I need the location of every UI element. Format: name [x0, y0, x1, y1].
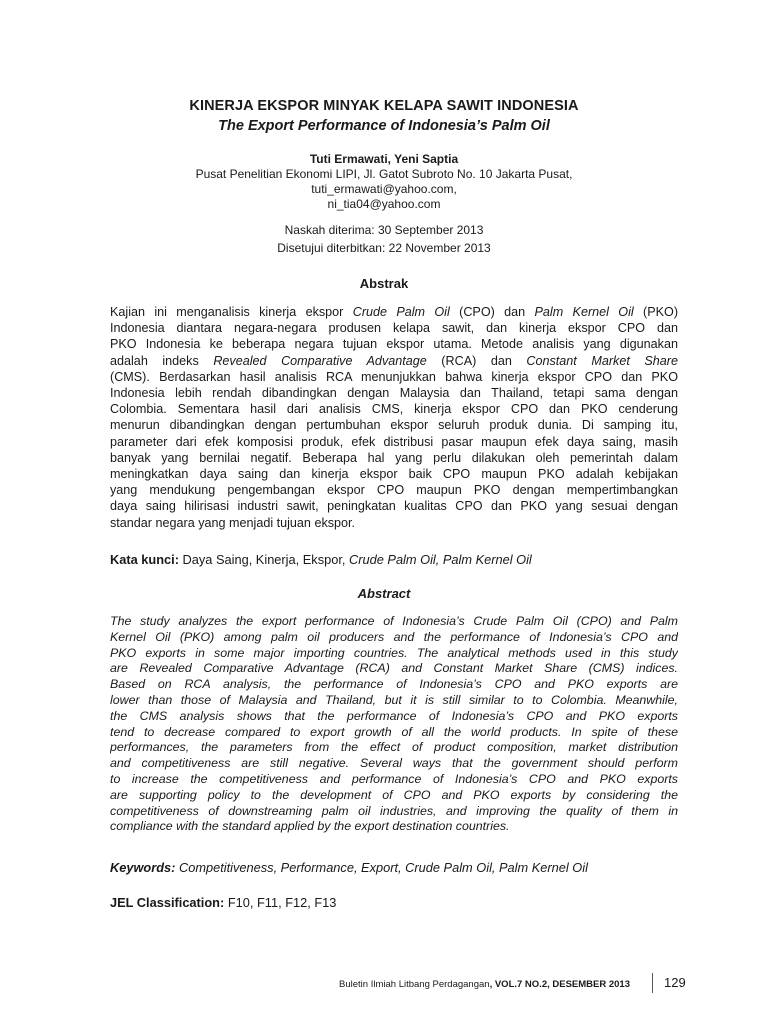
- footer-journal: Buletin Ilmiah Litbang Perdagangan: [339, 979, 490, 990]
- jel-label: JEL Classification:: [110, 895, 225, 910]
- abstrak-line: [110, 304, 678, 320]
- authors: Tuti Ermawati, Yeni Saptia: [309, 152, 459, 166]
- received-date: Naskah diterima: 30 September 2013: [284, 223, 484, 237]
- abstract-line: competitiveness of downstreaming palm oil industries, and improving the quality of them in: [110, 803, 678, 818]
- abstract-line: tend to decrease compared to export growth of all the world products. In spite of these: [110, 724, 678, 739]
- abstrak-italic-term: Crude Palm Oil: [352, 305, 450, 319]
- paper-title: KINERJA EKSPOR MINYAK KELAPA SAWIT INDONESIA: [189, 98, 579, 114]
- abstrak-line: [110, 434, 678, 450]
- abstract-body: [110, 614, 678, 835]
- abstrak-text: Indonesia lebih rendah dibandingkan dengan Malaysia dan Thailand, tetapi sama dengan: [110, 386, 678, 401]
- abstrak-text: (RCA) dan: [426, 353, 527, 368]
- abstract-line: are Revealed Comparative Advantage (RCA) and Constant Market Share (CMS) indices.: [110, 661, 678, 676]
- abstrak-line: [110, 336, 678, 352]
- abstrak-heading: Abstrak: [359, 276, 409, 291]
- abstract-heading: Abstract: [357, 586, 411, 601]
- keywords-value: Competitiveness, Performance, Export, Crude Palm Oil, Palm Kernel Oil: [175, 860, 588, 875]
- abstrak-text: daya saing hilirisasi industri sawit, peningkatan kualitas CPO dan PKO yang sesuai dengan: [110, 499, 678, 514]
- approved-date: Disetujui diterbitkan: 22 November 2013: [277, 241, 491, 255]
- abstrak-line: [110, 320, 678, 336]
- abstrak-text: Colombia. Sementara hasil dari analisis CMS, kinerja ekspor CPO dan PKO cenderung: [110, 402, 678, 417]
- abstrak-text: banyak yang bernilai negatif. Beberapa hal yang perlu dilakukan oleh pemerintah dalam: [110, 450, 678, 465]
- abstrak-line: [110, 515, 678, 531]
- abstrak-italic-term: Revealed Comparative Advantage: [213, 353, 427, 368]
- keywords-label: Keywords:: [110, 860, 176, 875]
- abstract-line: Based on RCA analysis, the performance of Indonesia’s CPO and PKO exports are: [110, 677, 678, 692]
- abstrak-line: [110, 450, 678, 466]
- jel-classification: [110, 895, 710, 910]
- abstrak-text: (CMS). Berdasarkan hasil analisis RCA menunjukkan bahwa kinerja ekspor CPO dan PKO: [110, 369, 678, 384]
- footer-divider: [652, 973, 653, 993]
- abstrak-text: meningkatkan daya saing dan kinerja ekspor baik CPO maupun PKO adalah kebijakan: [110, 467, 678, 482]
- paper-title-english: The Export Performance of Indonesia’s Palm Oil: [218, 118, 550, 134]
- abstract-line: The study analyzes the export performance of Indonesia’s Crude Palm Oil (CPO) and Palm: [110, 614, 678, 628]
- abstract-line: PKO exports in some major importing countries. The analytical methods used in this study: [110, 645, 678, 660]
- abstrak-text: (CPO) dan: [449, 305, 535, 319]
- abstract-line: performances, the parameters from the effect of product composition, market distribution: [110, 740, 678, 755]
- abstrak-line: [110, 466, 678, 482]
- abstrak-line: [110, 369, 678, 385]
- abstract-line: to increase the competitiveness and performance of Indonesia’s CPO and PKO exports: [110, 771, 678, 786]
- abstract-line: are supporting policy to the development of CPO and PKO exports by considering the: [110, 787, 678, 802]
- footer-citation: [200, 979, 630, 990]
- abstrak-text: PKO Indonesia ke beberapa negara tujuan ekspor utama. Metode analisis yang digunakan: [110, 337, 678, 352]
- kata-kunci: [110, 552, 710, 567]
- abstrak-italic-term: Constant Market Share: [526, 353, 678, 368]
- abstrak-body: [110, 304, 678, 531]
- abstrak-text: standar negara yang menjadi tujuan ekspor.: [110, 515, 356, 530]
- abstrak-text: adalah indeks: [110, 353, 214, 368]
- abstrak-line: [110, 498, 678, 514]
- abstract-line: Kernel Oil (PKO) among palm oil producers and the performance of Indonesia’s CPO and: [110, 629, 678, 644]
- abstrak-line: [110, 385, 678, 401]
- abstrak-line: [110, 401, 678, 417]
- abstract-line: and competitiveness are still negative. Several ways that the government should perform: [110, 756, 678, 771]
- kata-kunci-label: Kata kunci:: [110, 552, 179, 567]
- author-email-2: ni_tia04@yahoo.com: [327, 197, 441, 211]
- abstrak-text: parameter dari efek komposisi produk, efek distribusi pasar maupun efek daya saing, masih: [110, 434, 678, 449]
- abstrak-text: (PKO): [633, 305, 678, 319]
- abstrak-text: yang mendukung pengembangan ekspor CPO maupun PKO dengan mempertimbangkan: [110, 483, 678, 498]
- abstrak-text: Indonesia diantara negara-negara produsen kelapa sawit, dan kinerja ekspor CPO dan: [110, 321, 678, 336]
- abstrak-line: [110, 482, 678, 498]
- abstract-line: lower than those of Malaysia and Thailand, but it is still similar to to Colombia. Meanwhile,: [110, 692, 678, 707]
- affiliation: Pusat Penelitian Ekonomi LIPI, Jl. Gatot Subroto No. 10 Jakarta Pusat,: [195, 167, 573, 181]
- footer-volume: , VOL.7 NO.2, DESEMBER 2013: [489, 979, 630, 990]
- author-email-1: tuti_ermawati@yahoo.com,: [311, 182, 457, 196]
- abstrak-text: menurun dibandingkan dengan pertumbuhan ekspor seluruh produk dunia. Di samping itu,: [110, 418, 678, 433]
- page-number: 129: [664, 975, 686, 990]
- abstract-line: the CMS analysis shows that the performance of Indonesia’s CPO and PKO exports: [110, 708, 678, 723]
- kata-kunci-italic: Crude Palm Oil, Palm Kernel Oil: [349, 552, 532, 567]
- kata-kunci-plain: Daya Saing, Kinerja, Ekspor,: [178, 552, 349, 567]
- keywords: [110, 860, 710, 875]
- abstrak-line: [110, 353, 678, 369]
- abstrak-line: [110, 417, 678, 433]
- jel-value: F10, F11, F12, F13: [224, 895, 337, 910]
- abstrak-italic-term: Palm Kernel Oil: [534, 305, 634, 319]
- abstract-line: compliance with the standard applied by the export destination countries.: [110, 819, 510, 834]
- abstrak-text: Kajian ini menganalisis kinerja ekspor: [110, 305, 353, 319]
